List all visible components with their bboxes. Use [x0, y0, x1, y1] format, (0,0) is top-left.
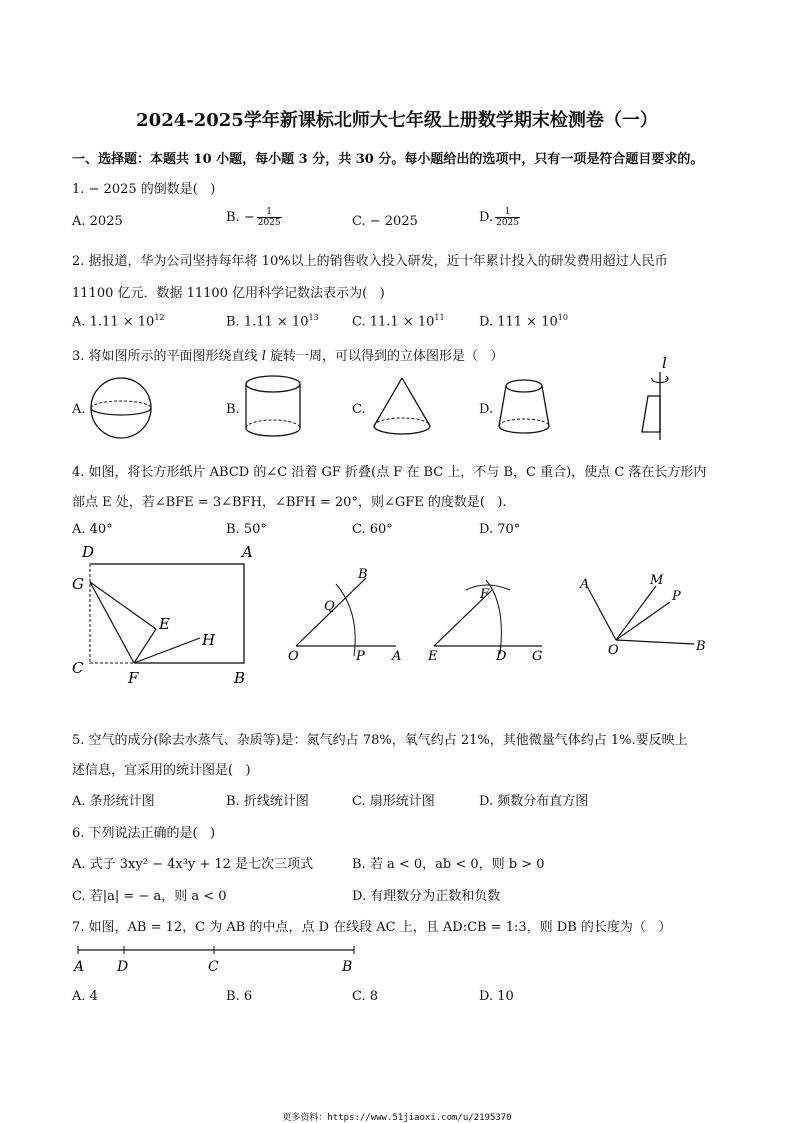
q7-option-c: C. 8 [352, 989, 379, 1004]
rotation-plane-figure [630, 352, 680, 442]
q1-option-c: C. − 2025 [352, 214, 418, 229]
q3-option-c: C. [352, 402, 366, 417]
q1-b-den: 2025 [257, 218, 281, 228]
q6-option-a: A. 式子 3xy² − 4x³y + 12 是七次三项式 [72, 857, 314, 872]
q4-option-d: D. 70° [479, 522, 521, 537]
rays-figure [572, 568, 712, 660]
q5-option-c: C. 扇形统计图 [352, 794, 435, 809]
q1-d-prefix: D. [479, 210, 494, 225]
axis-l-label: l [662, 354, 667, 372]
q2-d-exp: 10 [557, 313, 568, 322]
q2-option-a [72, 313, 165, 329]
q6-stem: 6. 下列说法正确的是( ) [72, 826, 216, 841]
label-B: B [342, 959, 353, 975]
q6-option-b: B. 若 a < 0，ab < 0，则 b > 0 [352, 857, 545, 872]
label-D: D [496, 649, 507, 664]
q6-option-d: D. 有理数分为正数和负数 [352, 889, 501, 904]
cone-figure [368, 374, 438, 444]
label-B: B [234, 669, 246, 687]
cylinder-figure [240, 372, 310, 442]
q4-option-c: C. 60° [352, 522, 393, 537]
q2-option-d [479, 313, 568, 329]
label-B: B [358, 567, 368, 582]
q2-line1: 2. 据报道，华为公司坚持每年将 10%以上的销售收入投入研发，近十年累计投入的研发费用超过人民币 [72, 254, 668, 269]
label-Q: Q [324, 599, 335, 614]
label-O: O [288, 649, 299, 664]
q1-d-fraction [495, 207, 520, 228]
label-F: F [128, 669, 139, 687]
label-H: H [202, 631, 216, 649]
label-P: P [672, 589, 681, 604]
q2-option-c [352, 313, 445, 329]
q2-a-exp: 12 [154, 313, 165, 322]
q1-d-num: 1 [495, 207, 520, 218]
q3-option-a: A. [72, 402, 86, 417]
q5-option-b: B. 折线统计图 [226, 794, 309, 809]
q1-b-num: 1 [257, 207, 282, 218]
q3-option-d: D. [479, 402, 494, 417]
q3-stem-post: 旋转一周，可以得到的立体图形是（ ） [270, 349, 504, 364]
q4-option-b: B. 50° [226, 522, 267, 537]
label-P: P [356, 649, 365, 664]
label-G: G [532, 649, 543, 664]
frustum-figure [494, 376, 558, 442]
label-E: E [428, 649, 438, 664]
q2-c-exp: 11 [434, 313, 445, 322]
section-heading: 一、选择题：本题共 10 小题，每小题 3 分，共 30 分。每小题给出的选项中，只有一项是符合题目要求的。 [72, 152, 704, 167]
q7-option-d: D. 10 [479, 989, 514, 1004]
label-A: A [392, 649, 402, 664]
label-C: C [208, 959, 219, 975]
q2-d-base: D. 111 × 10 [479, 314, 558, 330]
q1-b-prefix: B. − [226, 210, 255, 225]
label-A: A [580, 577, 590, 592]
q5-line2: 述信息，宜采用的统计图是( ) [72, 763, 251, 778]
label-D: D [117, 959, 129, 975]
label-M: M [650, 573, 664, 588]
q4-option-a: A. 40° [72, 522, 113, 537]
angle-arc-figure-1 [284, 562, 414, 666]
q7-option-a: A. 4 [72, 989, 98, 1004]
q2-a-base: A. 1.11 × 10 [72, 314, 155, 330]
q7-stem: 7. 如图，AB = 12，C 为 AB 的中点，点 D 在线段 AC 上，且 AD:CB = 1:3，则 DB 的长度为（ ） [72, 920, 672, 935]
label-F: F [480, 587, 490, 602]
q7-option-b: B. 6 [226, 989, 253, 1004]
q2-option-b [226, 313, 319, 329]
q6-option-c: C. 若|a| = − a，则 a < 0 [72, 889, 227, 904]
footer-link[interactable]: 更多资料：https://www.51jiaoxi.com/u/2195370 [282, 1113, 512, 1123]
q4-line2: 部点 E 处，若∠BFE = 3∠BFH，∠BFH = 20°，则∠GFE 的度数是( ). [72, 495, 507, 510]
q2-line2: 11100 亿元．数据 11100 亿用科学记数法表示为( ) [72, 286, 385, 301]
q2-b-exp: 13 [308, 313, 319, 322]
q4-line1: 4. 如图，将长方形纸片 ABCD 的∠C 沿着 GF 折叠(点 F 在 BC 上，不与 B，C 重合)，使点 C 落在长方形内 [72, 465, 707, 480]
sphere-figure [88, 370, 158, 442]
q2-c-base: C. 11.1 × 10 [352, 314, 435, 330]
q1-b-fraction [257, 207, 282, 228]
q1-option-d [479, 207, 520, 228]
label-C: C [72, 659, 84, 677]
q1-option-b [226, 207, 282, 228]
label-E: E [159, 615, 170, 633]
page-title: 2024-2025学年新课标北师大七年级上册数学期末检测卷（一） [136, 110, 658, 131]
fold-rectangle-figure [66, 542, 266, 688]
label-G: G [72, 575, 84, 593]
q1-option-a: A. 2025 [72, 214, 123, 229]
label-A: A [74, 959, 85, 975]
label-A: A [242, 543, 253, 561]
label-O: O [608, 643, 619, 658]
q5-option-a: A. 条形统计图 [72, 794, 155, 809]
angle-arc-figure-2 [424, 574, 554, 666]
label-B: B [696, 639, 706, 654]
q5-line1: 5. 空气的成分(除去水蒸气、杂质等)是：氮气约占 78%，氧气约占 21%，其他微量气体约占 1%.要反映上 [72, 733, 688, 748]
segment-figure [70, 942, 370, 978]
q3-stem-pre: 3. 将如图所示的平面图形绕直线 [72, 349, 258, 364]
q5-option-d: D. 频数分布直方图 [479, 794, 589, 809]
q3-option-b: B. [226, 402, 240, 417]
label-D: D [82, 543, 95, 561]
q1-d-den: 2025 [496, 218, 519, 228]
q1-stem: 1. − 2025 的倒数是( ) [72, 182, 216, 197]
q3-stem [72, 345, 503, 364]
q2-b-base: B. 1.11 × 10 [226, 314, 309, 330]
q3-stem-var: l [261, 349, 266, 364]
